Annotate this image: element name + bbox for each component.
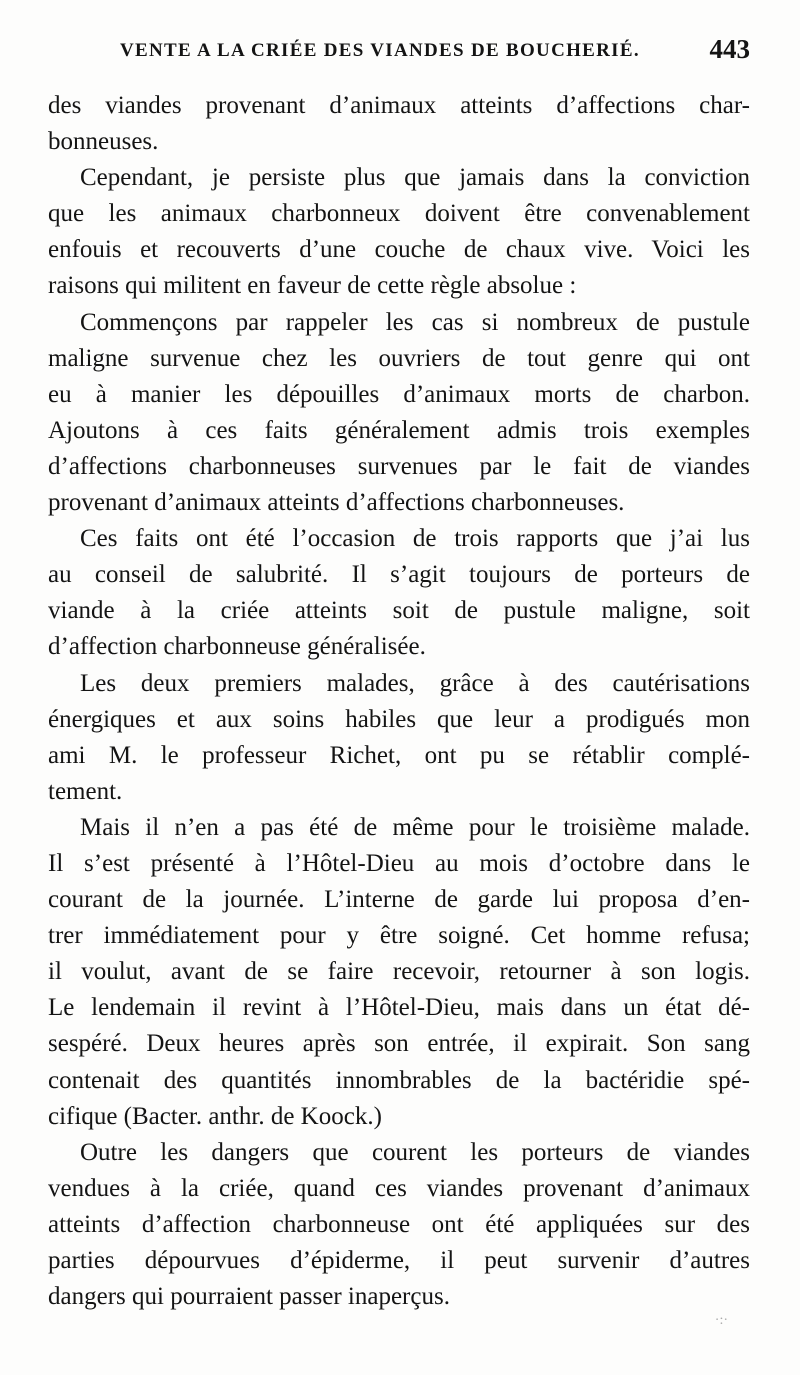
text-line: atteints d’affection charbonneuse ont été appliquées sur des xyxy=(48,1210,750,1238)
text-line: Ajoutons à ces faits généralement admis trois exemples xyxy=(48,416,750,444)
text-line: maligne survenue chez les ouvriers de tout genre qui ont xyxy=(48,344,750,372)
text-line: ami M. le professeur Richet, ont pu se rétablir complé- xyxy=(48,741,750,769)
text-line: Ces faits ont été l’occasion de trois rapports que j’ai lus xyxy=(80,525,750,553)
text-line: enfouis et recouverts d’une couche de chaux vive. Voici les xyxy=(48,236,750,264)
text-line: parties dépourvues d’épiderme, il peut survenir d’autres xyxy=(48,1247,750,1274)
text-line: Commençons par rappeler les cas si nombreux de pustule xyxy=(80,308,750,336)
text-line: vendues à la criée, quand ces viandes provenant d’animaux xyxy=(48,1174,750,1202)
text-line: Les deux premiers malades, grâce à des cautérisations xyxy=(80,669,750,697)
text-line: Cependant, je persiste plus que jamais dans la conviction xyxy=(80,164,750,192)
text-line: courant de la journée. L’interne de garde lui proposa d’en- xyxy=(48,886,750,914)
text-line: Il s’est présenté à l’Hôtel-Dieu au mois d’octobre dans le xyxy=(48,849,750,877)
running-title: VENTE A LA CRIÉE DES VIANDES DE BOUCHERIÉ. xyxy=(120,40,640,61)
text-line: dangers qui pourraient passer inaperçus. xyxy=(48,1283,450,1311)
text-line: raisons qui militent en faveur de cette règle absolue : xyxy=(48,272,577,300)
ink-smudge: ·:· xyxy=(714,1313,728,1328)
text-line: que les animaux charbonneux doivent être convenablement xyxy=(48,200,750,228)
text-line: viande à la criée atteints soit de pustule maligne, soit xyxy=(48,597,750,625)
text-line: il voulut, avant de se faire recevoir, retourner à son logis. xyxy=(48,958,750,986)
text-line: contenait des quantités innombrables de la bactéridie spé- xyxy=(48,1066,750,1094)
text-line: énergiques et aux soins habiles que leur a prodigués mon xyxy=(48,705,750,733)
text-line: au conseil de salubrité. Il s’agit toujours de porteurs de xyxy=(48,561,750,589)
text-line: Outre les dangers que courent les porteurs de viandes xyxy=(80,1138,750,1166)
page-number: 443 xyxy=(709,34,750,64)
text-line: bonneuses. xyxy=(48,128,159,156)
running-header xyxy=(48,34,758,74)
body-text xyxy=(48,88,750,1315)
text-line: d’affection charbonneuse généralisée. xyxy=(48,633,426,661)
text-line: Mais il n’en a pas été de même pour le troisième malade. xyxy=(80,813,750,841)
text-line: eu à manier les dépouilles d’animaux morts de charbon. xyxy=(48,380,750,408)
text-line: sespéré. Deux heures après son entrée, il expirait. Son sang xyxy=(48,1030,750,1058)
text-line: trer immédiatement pour y être soigné. Cet homme refusa; xyxy=(48,922,750,950)
text-line: d’affections charbonneuses survenues par le fait de viandes xyxy=(48,452,750,480)
text-line: des viandes provenant d’animaux atteints d’affections char- xyxy=(48,92,750,119)
text-line: Le lendemain il revint à l’Hôtel-Dieu, mais dans un état dé- xyxy=(48,994,750,1022)
text-line: provenant d’animaux atteints d’affections charbonneuses. xyxy=(48,489,625,517)
text-line: tement. xyxy=(48,777,123,805)
text-line: cifique (Bacter. anthr. de Koock.) xyxy=(48,1102,382,1130)
